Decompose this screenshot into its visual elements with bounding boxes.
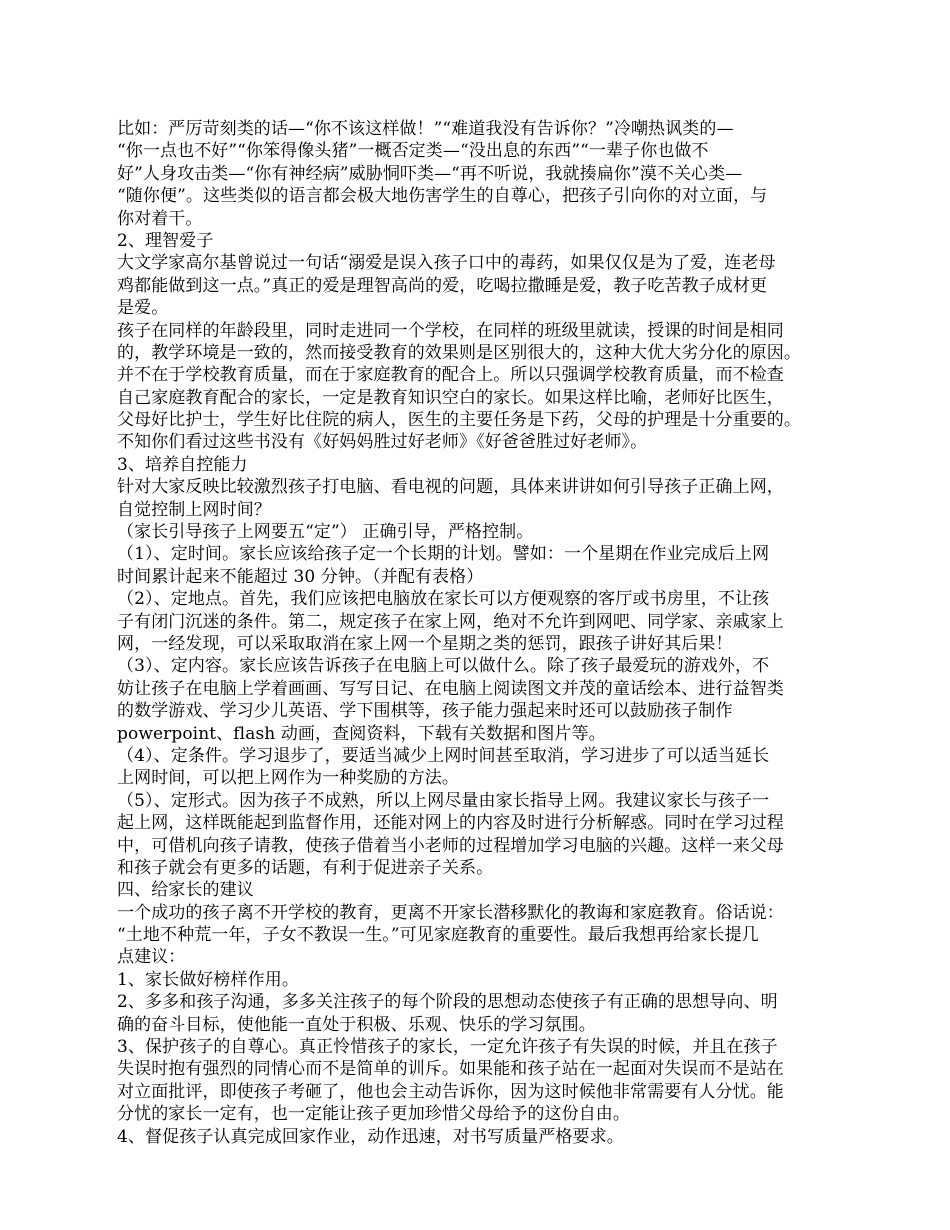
text-line: powerpoint、flash 动画，查阅资料，下载有关数据和图片等。 <box>117 723 606 744</box>
document-body <box>117 118 857 1148</box>
text-line: （4）、定条件。学习退步了，要适当减少上网时间甚至取消，学习进步了可以适当延长 <box>117 745 770 766</box>
text-line: 起上网，这样既能起到监督作用，还能对网上的内容及时进行分析解惑。同时在学习过程 <box>117 813 784 834</box>
text-line: 3、保护孩子的自尊心。真正怜惜孩子的家长，一定允许孩子有失误的时候，并且在孩子 <box>117 1037 778 1058</box>
text-line: 4、督促孩子认真完成回家作业，动作迅速，对书写质量严格要求。 <box>117 1126 624 1147</box>
text-line: 大文学家高尔基曾说过一句话“溺爱是误入孩子口中的毒药，如果仅仅是为了爱，连老母 <box>117 253 776 274</box>
text-line: 子有闭门沉迷的条件。第二，规定孩子在家上网，绝对不允许到网吧、同学家、亲戚家上 <box>117 611 784 632</box>
text-line: 孩子在同样的年龄段里，同时走进同一个学校，在同样的班级里就读，授课的时间是相同 <box>117 320 784 341</box>
text-line: 比如：严厉苛刻类的话—“你不该这样做！”“难道我没有告诉你？”冷嘲热讽类的— <box>117 119 734 139</box>
text-line: 妨让孩子在电脑上学着画画、写写日记、在电脑上阅读图文并茂的童话绘本、进行益智类 <box>117 678 784 699</box>
text-line: 上网时间，可以把上网作为一种奖励的方法。 <box>117 768 459 789</box>
text-line: 是爱。 <box>117 298 169 319</box>
text-line: （3）、定内容。家长应该告诉孩子在电脑上可以做什么。除了孩子最爱玩的游戏外，不 <box>117 656 770 677</box>
text-line: 2、多多和孩子沟通，多多关注孩子的每个阶段的思想动态使孩子有正确的思想导向、明 <box>117 992 778 1013</box>
text-line: （1）、定时间。家长应该给孩子定一个长期的计划。譬如：一个星期在作业完成后上网 <box>117 544 770 565</box>
text-line: （2）、定地点。首先，我们应该把电脑放在家长可以方便观察的客厅或书房里，不让孩 <box>117 589 770 610</box>
text-line: 失误时抱有强烈的同情心而不是简单的训斥。如果能和孩子站在一起面对失误而不是站在 <box>117 1059 784 1080</box>
text-line: 的，教学环境是一致的，然而接受教育的效果则是区别很大的，这种大优大劣分化的原因。 <box>117 342 801 363</box>
text-line: “随你便”。这些类似的语言都会极大地伤害学生的自尊心，把孩子引向你的对立面，与 <box>117 186 768 207</box>
text-line: 中，可借机向孩子请教，使孩子借着当小老师的过程增加学习电脑的兴趣。这样一来父母 <box>117 835 784 856</box>
text-line: “土地不种荒一年，子女不教误一生。”可见家庭教育的重要性。最后我想再给家长提几 <box>117 925 759 946</box>
text-line: “你一点也不好”“你笨得像头猪”一概否定类—“没出息的东西”“一辈子你也做不 <box>117 141 709 162</box>
text-line: 的数学游戏、学习少儿英语、学下围棋等，孩子能力强起来时还可以鼓励孩子制作 <box>117 701 733 722</box>
section-heading: 四、给家长的建议 <box>117 880 254 901</box>
text-line: 不知你们看过这些书没有《好妈妈胜过好老师》《好爸爸胜过好老师》。 <box>117 432 648 453</box>
text-line: 一个成功的孩子离不开学校的教育，更离不开家长潜移默化的教诲和家庭教育。俗话说： <box>117 902 784 923</box>
text-line: 并不在于学校教育质量，而在于家庭教育的配合上。所以只强调学校教育质量，而不检查 <box>117 365 784 386</box>
text-line: 自己家庭教育配合的家长，一定是教育知识空白的家长。如果这样比喻，老师好比医生， <box>117 387 784 408</box>
text-line: 点建议： <box>117 947 186 968</box>
text-line: 确的奋斗目标，使他能一直处于积极、乐观、快乐的学习氛围。 <box>117 1014 596 1035</box>
text-line: 好”人身攻击类—“你有神经病”威胁恫吓类—“再不听说，我就揍扁你”漠不关心类— <box>117 163 743 184</box>
text-line: 你对着干。 <box>117 208 203 229</box>
text-line: 父母好比护士，学生好比住院的病人，医生的主要任务是下药，父母的护理是十分重要的。 <box>117 410 801 431</box>
text-line: 自觉控制上网时间？ <box>117 499 271 520</box>
text-line: （家长引导孩子上网要五“定”） 正确引导，严格控制。 <box>117 522 534 543</box>
section-heading: 3、培养自控能力 <box>117 454 248 475</box>
text-line: 时间累计起来不能超过 30 分钟。（并配有表格） <box>117 566 484 587</box>
text-line: 针对大家反映比较激烈孩子打电脑、看电视的问题，具体来讲讲如何引导孩子正确上网， <box>117 477 784 498</box>
text-line: 鸡都能做到这一点。”真正的爱是理智高尚的爱，吃喝拉撒睡是爱，教子吃苦教子成材更 <box>117 275 768 296</box>
text-line: 对立面批评，即使孩子考砸了，他也会主动告诉你，因为这时候他非常需要有人分忧。能 <box>117 1081 784 1102</box>
section-heading: 2、理智爱子 <box>117 230 214 251</box>
text-line: 和孩子就会有更多的话题，有利于促进亲子关系。 <box>117 857 494 878</box>
text-line: 分忧的家长一定有，也一定能让孩子更加珍惜父母给予的这份自由。 <box>117 1104 630 1125</box>
text-line: 1、家长做好榜样作用。 <box>117 969 299 990</box>
text-line: （5）、定形式。因为孩子不成熟，所以上网尽量由家长指导上网。我建议家长与孩子一 <box>117 790 770 811</box>
text-line: 网，一经发现，可以采取取消在家上网一个星期之类的惩罚，跟孩子讲好其后果！ <box>117 633 733 654</box>
